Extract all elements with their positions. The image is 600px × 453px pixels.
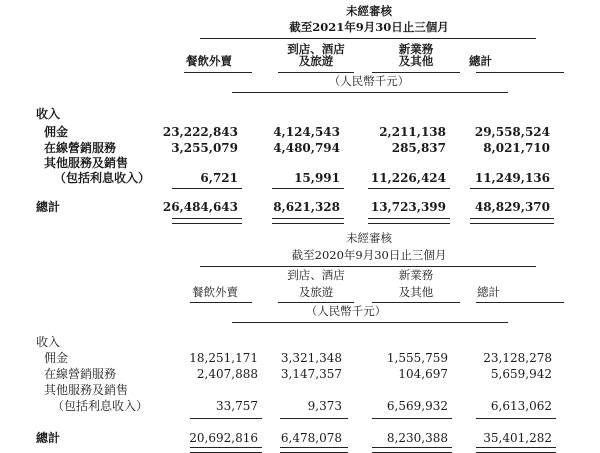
row-label: （包括利息收入） [52,399,149,413]
cell-value: 6,721 [200,171,238,185]
cell-value: 5,659,942 [490,367,552,381]
cell-value: 9,373 [307,399,342,413]
cell-value: 15,991 [294,171,340,185]
cell-value: 2,407,888 [196,367,258,381]
cell-value: 18,251,171 [189,351,258,365]
column-rule [190,302,252,303]
section-label: 收入 [36,107,61,121]
cell-value: 3,255,079 [171,141,238,155]
cell-value: 23,128,278 [483,351,552,365]
row-label: 在線營銷服務 [44,141,117,155]
unit-rule [232,322,508,323]
column-header: 及旅遊 [298,285,334,299]
cell-value: 11,226,424 [370,171,446,185]
total-double-rule [280,447,348,453]
column-rule [278,302,354,303]
header-rule [200,266,536,267]
row-label: 其他服務及銷售 [44,383,129,397]
subtotal-rule [368,188,450,189]
total-double-rule [272,218,344,224]
column-header-line1: 到店、酒店 [287,42,345,56]
cell-value: 6,613,062 [490,399,552,413]
cell-value: 23,222,843 [162,125,238,139]
column-header-line1: 新業務 [398,268,434,282]
total-double-rule [172,218,242,224]
total-label: 總計 [36,431,61,445]
row-label: 佣金 [44,125,69,139]
column-header: 及其他 [398,54,434,68]
subtotal-rule [172,188,242,189]
column-header-line1: 到店、酒店 [287,268,345,282]
column-rule [372,72,460,73]
period-header: 截至2021年9月30日止三個月 [289,20,449,34]
total-label: 總計 [36,200,61,214]
total-double-rule [470,218,554,224]
cell-value: 2,211,138 [379,125,446,139]
period-header: 截至2020年9月30日止三個月 [291,248,447,262]
total-value: 6,478,078 [280,431,342,445]
cell-value: 6,569,932 [386,399,448,413]
cell-value: 1,555,759 [386,351,448,365]
total-double-rule [372,447,452,453]
row-label: 佣金 [44,351,69,365]
total-double-rule [368,218,450,224]
unit-label: （人民幣千元） [328,74,410,88]
cell-value: 104,697 [398,367,448,381]
total-value: 8,621,328 [273,200,340,214]
cell-value: 4,480,794 [273,141,340,155]
total-value: 48,829,370 [474,200,550,214]
section-label: 收入 [36,335,61,349]
unit-rule [232,92,508,93]
total-value: 13,723,399 [370,200,446,214]
cell-value: 4,124,543 [273,125,340,139]
subtotal-rule [372,418,452,419]
cell-value: 8,021,710 [483,141,550,155]
total-double-rule [190,447,262,453]
subtotal-rule [190,418,262,419]
header-rule [200,38,536,39]
column-rule [476,72,564,73]
column-header: 及旅遊 [298,54,334,68]
cell-value: 33,757 [216,399,258,413]
total-value: 8,230,388 [386,431,448,445]
subtotal-rule [476,418,556,419]
subtotal-rule [272,188,344,189]
column-header: 總計 [469,54,492,68]
column-rule [278,72,354,73]
cell-value: 3,321,348 [280,351,342,365]
subtotal-rule [470,188,554,189]
unit-label: （人民幣千元） [305,304,387,318]
column-rule [184,72,252,73]
cell-value: 3,147,357 [280,367,342,381]
cell-value: 29,558,524 [474,125,550,139]
column-header: 總計 [477,285,500,299]
row-label: 在線營銷服務 [44,367,117,381]
total-value: 35,401,282 [483,431,552,445]
column-header: 餐飲外賣 [186,54,232,68]
column-rule [372,302,460,303]
column-header-line1: 新業務 [398,42,434,56]
cell-value: 285,837 [391,141,446,155]
cell-value: 11,249,136 [474,171,550,185]
row-label: （包括利息收入） [54,171,151,185]
column-header: 餐飲外賣 [192,285,238,299]
total-value: 20,692,816 [189,431,258,445]
column-header: 及其他 [398,285,434,299]
total-value: 26,484,643 [162,200,238,214]
row-label: 其他服務及銷售 [44,156,129,170]
audit-status: 未經審核 [346,4,392,18]
total-double-rule [476,447,556,453]
audit-status: 未經審核 [346,231,392,245]
column-rule [476,302,564,303]
subtotal-rule [280,418,348,419]
